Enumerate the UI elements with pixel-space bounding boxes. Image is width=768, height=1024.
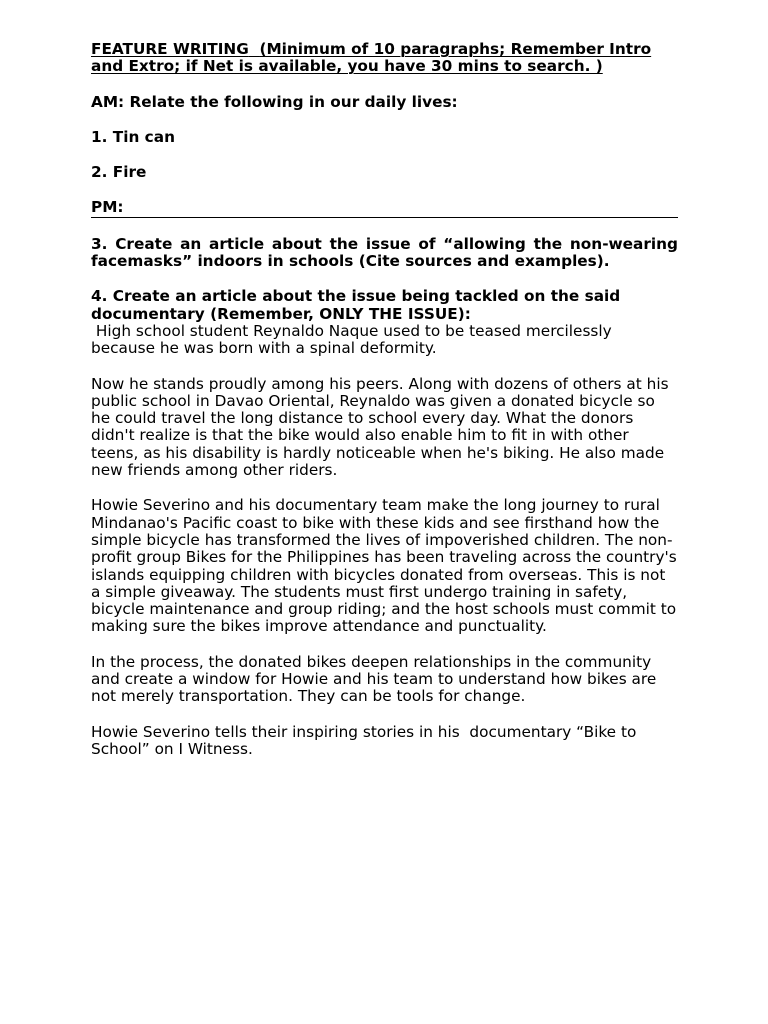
heading-instructions: (Minimum of 10 paragraphs; Remember Intro and Extro; if Net is available, you have 30 mins to search. ) (91, 40, 652, 76)
item-4: 4. Create an article about the issue being tackled on the said documentary (Remember, ONLY THE ISSUE): (91, 287, 621, 323)
heading-title: FEATURE WRITING (91, 40, 249, 58)
body-paragraph-5: Howie Severino tells their inspiring stories in his documentary “Bike to School” on I Witness. (91, 722, 642, 758)
pm-label: PM: (91, 199, 678, 217)
body-paragraph-2: Now he stands proudly among his peers. Along with dozens of others at his public school in Davao Oriental, Reynaldo was given a donated bicycle so he could travel the long distance to school every day. What the donors didn't realize is that the bike would also enable him to fit in with other teens, as his disability is hardly noticeable when he's biking. He also made new friends among other riders. (91, 374, 669, 480)
body-paragraph-1: High school student Reynaldo Naque used to be teased mercilessly because he was born with a spinal deformity. (91, 321, 617, 358)
am-item-1: 1. Tin can (91, 127, 175, 146)
am-item-2: 2. Fire (91, 163, 147, 182)
body-paragraph-4: In the process, the donated bikes deepen relationships in the community and create a window for Howie and his team to understand how bikes are not merely transportation. They can be tools for change. (91, 652, 657, 706)
body-paragraph-3: Howie Severino and his documentary team make the long journey to rural Mindanao's Pacific coast to bike with these kids and see firsthand how the simple bicycle has transformed the lives of impoverished children. The non-profit group Bikes for the Philippines has been traveling across the country's islands equipping children with bicycles donated from overseas. This is not a simple giveaway. The students must first undergo training in safety, bicycle maintenance and group riding; and the host schools must commit to making sure the bikes improve attendance and punctuality. (91, 496, 677, 636)
item-3: 3. Create an article about the issue of “allowing the non-wearing facemasks” indoors in schools (Cite sources and examples). (91, 234, 678, 271)
heading-block (91, 41, 671, 76)
am-label: AM: Relate the following in our daily lives: (91, 92, 458, 111)
